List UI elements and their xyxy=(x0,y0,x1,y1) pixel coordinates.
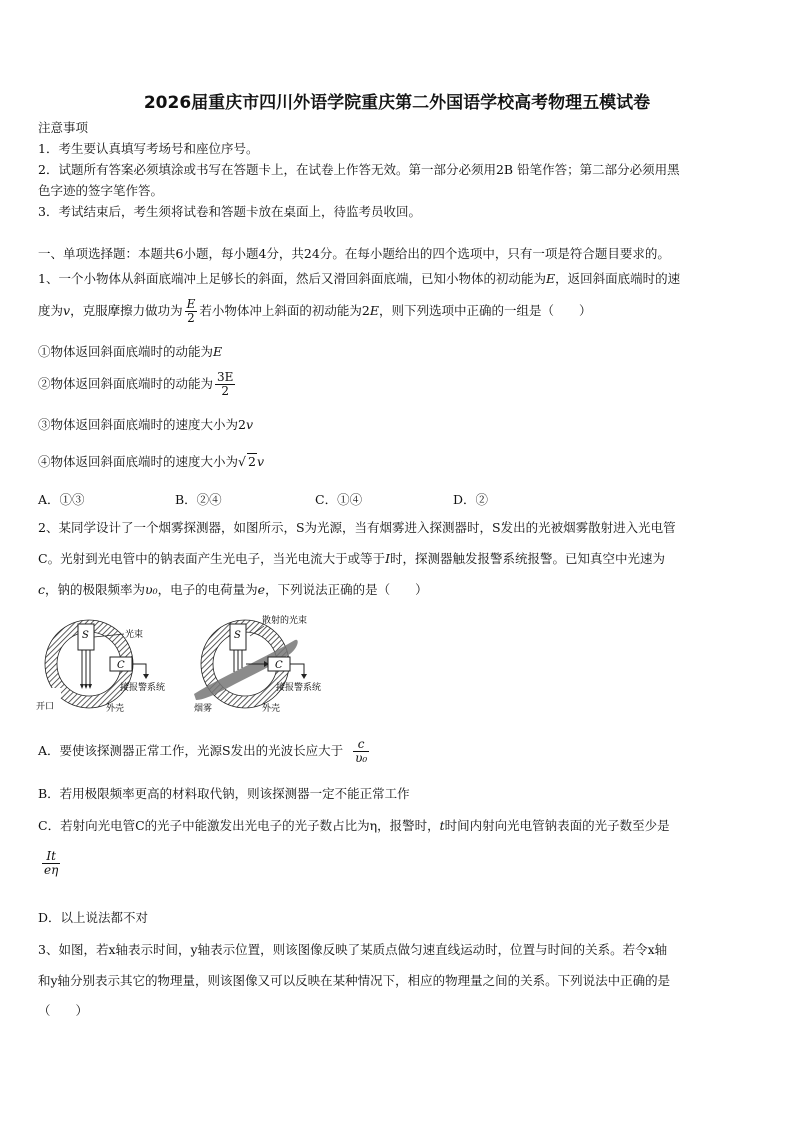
notice-item-2: 2．试题所有答案必须填涂或书写在答题卡上，在试卷上作答无效。第一部分必须用2B 铅笔作答；第二部分必须用黑 xyxy=(38,162,680,177)
notice-item-2-cont: 色字迹的签字笔作答。 xyxy=(38,183,164,198)
q1-option-b[interactable]: B．②④ xyxy=(175,492,222,507)
q1-statement-4: ④物体返回斜面底端时的速度大小为√ 2v xyxy=(38,454,264,469)
notice-item-3: 3．考试结束后，考生须将试卷和答题卡放在桌面上，待监考员收回。 xyxy=(38,204,421,219)
q1-line-1: 1、一个小物体从斜面底端冲上足够长的斜面，然后又滑回斜面底端，已知小物体的初动能为E，返回斜面底端时的速 xyxy=(38,271,681,286)
q1-option-c[interactable]: C．①④ xyxy=(315,492,363,507)
q2-option-c-fraction: $\frac{It}{e\eta}$ xyxy=(44,849,59,877)
detector-figure-open xyxy=(34,612,184,716)
q2-line-3: c，钠的极限频率为υ₀，电子的电荷量为e，下列说法正确的是（ ） xyxy=(38,582,428,597)
q1-line-2: 度为v，克服摩擦力做功为 $\frac{E}{2}$ 若小物体冲上斜面的初动能为2E，则下列选项中正确的一组是（ ） xyxy=(38,297,592,325)
svg-text:S: S xyxy=(82,630,89,641)
svg-text:烟雾: 烟雾 xyxy=(194,704,213,714)
q1-option-d[interactable]: D．② xyxy=(453,492,489,507)
svg-text:S: S xyxy=(234,630,241,641)
q1-statement-1: ①物体返回斜面底端时的动能为E xyxy=(38,344,223,359)
sqrt-symbol: √ xyxy=(238,454,246,469)
svg-text:散射的光束: 散射的光束 xyxy=(262,616,308,626)
q1-work-fraction: $\frac{E}{2}$ xyxy=(186,297,196,325)
detector-figure-smoke xyxy=(190,612,350,716)
svg-text:接报警系统: 接报警系统 xyxy=(276,683,322,693)
svg-text:外壳: 外壳 xyxy=(106,704,125,714)
notice-heading: 注意事项 xyxy=(38,120,89,135)
q3-line-2: 和y轴分别表示其它的物理量，则该图像又可以反映在某种情况下，相应的物理量之间的关系。下列说法中正确的是 xyxy=(38,973,671,988)
svg-text:外壳: 外壳 xyxy=(262,704,281,714)
q1-option-a[interactable]: A．①③ xyxy=(38,492,85,507)
svg-text:C: C xyxy=(275,660,283,671)
svg-text:光束: 光束 xyxy=(125,630,144,640)
q2-option-c[interactable]: C．若射向光电管C的光子中能激发出光电子的光子数占比为η，报警时，t时间内射向光电管钠表面的光子数至少是 xyxy=(38,818,670,833)
q2-option-a[interactable]: A．要使该探测器正常工作，光源S发出的光波长应大于 $\frac{c}{\text{υ₀}}$ xyxy=(38,737,368,765)
q3-line-3: （ ） xyxy=(38,1003,89,1018)
svg-text:接报警系统: 接报警系统 xyxy=(120,683,166,693)
q2-option-b[interactable]: B．若用极限频率更高的材料取代钠，则该探测器一定不能正常工作 xyxy=(38,786,410,801)
q1-statement-2: ②物体返回斜面底端时的动能为 $\frac{3E}{2}$ xyxy=(38,370,234,398)
q1-statement-3: ③物体返回斜面底端时的速度大小为2v xyxy=(38,417,254,432)
notice-item-1: 1．考生要认真填写考场号和座位序号。 xyxy=(38,141,259,156)
q2-line-1: 2、某同学设计了一个烟雾探测器，如图所示，S为光源，当有烟雾进入探测器时，S发出的光被烟雾散射进入光电管 xyxy=(38,520,676,535)
svg-text:C: C xyxy=(117,660,125,671)
exam-title: 2026届重庆市四川外语学院重庆第二外国语学校高考物理五模试卷 xyxy=(143,93,651,113)
q3-line-1: 3、如图，若x轴表示时间，y轴表示位置，则该图像反映了某质点做匀速直线运动时，位置与时间的关系。若令x轴 xyxy=(38,942,668,957)
q2-option-d[interactable]: D．以上说法都不对 xyxy=(38,910,149,925)
svg-text:开口: 开口 xyxy=(36,702,55,712)
section-heading: 一、单项选择题：本题共6小题，每小题4分，共24分。在每小题给出的四个选项中，只有一项是符合题目要求的。 xyxy=(38,246,670,261)
q2-line-2: C。光射到光电管中的钠表面产生光电子，当光电流大于或等于I时，探测器触发报警系统报警。已知真空中光速为 xyxy=(38,551,666,566)
